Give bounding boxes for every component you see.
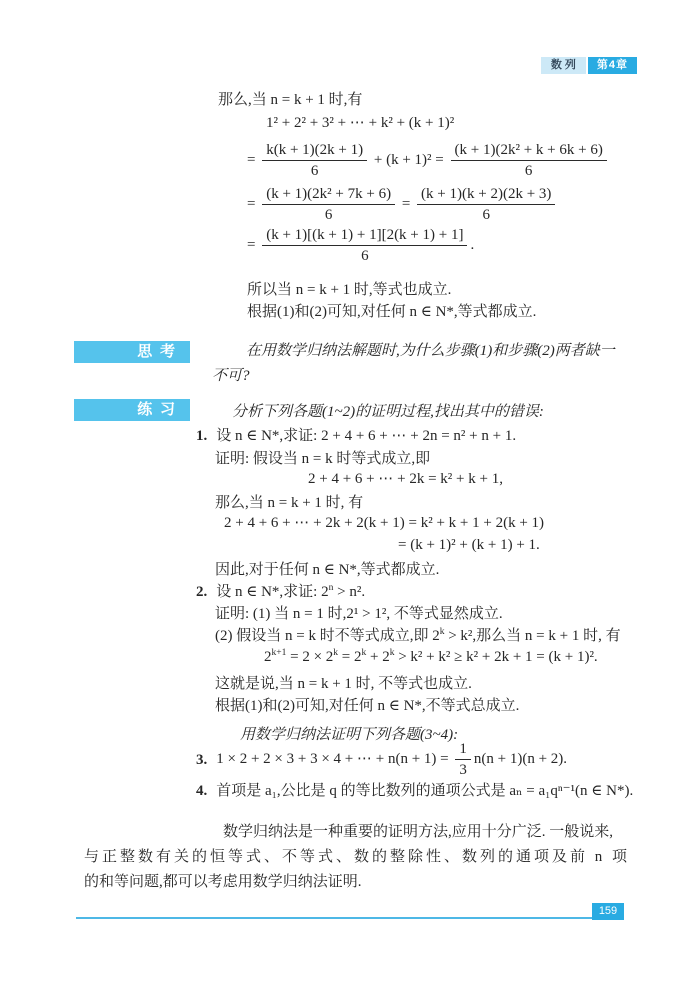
formula-line-3: = $\frac{\text{(k + 1)(2k² + 7k + 6)}}{6}$ = $\frac{(k + 1)(k + 2)(2k + 3)}{6}$ <box>247 185 558 224</box>
exercise-1-equation-2a: 2 + 4 + 6 + ⋯ + 2k + 2(k + 1) = k² + k + 1 + 2(k + 1) <box>224 515 545 531</box>
exercise-1-conclusion: 因此,对于任何 n ∈ N*,等式都成立. <box>215 562 440 578</box>
closing-paragraph-line-3: 的和等问题,都可以考虑用数学归纳法证明. <box>84 874 362 890</box>
exercise-1-then-line: 那么,当 n = k + 1 时, 有 <box>215 495 364 511</box>
exercise-1-statement: 1. 设 n ∈ N*,求证: 2 + 4 + 6 + ⋯ + 2n = n² + n + 1. <box>196 428 517 444</box>
exercise-1-proof-intro: 证明: 假设当 n = k 时等式成立,即 <box>215 451 431 467</box>
think-text-line-1: 在用数学归纳法解题时,为什么步骤(1)和步骤(2)两者缺一 <box>246 343 615 359</box>
practice-intro: 分析下列各题(1~2)的证明过程,找出其中的错误: <box>232 404 544 420</box>
formula-line-2: = $\frac{k(k + 1)(2k + 1)}{6}$ + (k + 1)² = $\frac{\text{(k + 1)(2k² + k + 6k + 6)}}{6}$ <box>247 141 610 180</box>
chapter-header <box>0 57 637 74</box>
exercise-1-equation-2b: = (k + 1)² + (k + 1) + 1. <box>398 537 540 553</box>
formula-line-4: = $\frac{(k + 1)[(k + 1) + 1][2(k + 1) + 1]}{6}$ . <box>247 227 475 264</box>
closing-paragraph-line-2: 与正整数有关的恒等式、不等式、数的整除性、数列的通项及前 n 项 <box>84 849 631 865</box>
exercise-3-number: 3. <box>196 751 208 768</box>
exercise-1-equation-1: 2 + 4 + 6 + ⋯ + 2k = k² + k + 1, <box>308 471 503 487</box>
main-conclusion-2: 根据(1)和(2)可知,对任何 n ∈ N*,等式都成立. <box>247 304 537 320</box>
exercise-4-number: 4. <box>196 783 208 799</box>
chapter-tag: 第4章 <box>588 57 637 74</box>
exercise-2-conclusion-1: 这就是说,当 n = k + 1 时, 不等式也成立. <box>215 676 472 692</box>
exercise-2-proof-step-2: (2) 假设当 n = k 时不等式成立,即 $2^k > k^2$,那么当 n = k + 1 时, 有 <box>215 627 621 644</box>
exercise-2-equation: $2^{k+1} = 2 \times 2^k = 2^k + 2^k > k^2 + k^2 \ge k^2 + 2k + 1 = (k + 1)^2$. <box>264 648 598 665</box>
exercise-3-statement: 3. 1 × 2 + 2 × 3 + 3 × 4 + ⋯ + n(n + 1) = $\frac{1}{3}$ n(n + 1)(n + 2). <box>196 741 568 778</box>
page-number-badge: 159 <box>592 903 624 920</box>
main-intro-line: 那么,当 n = k + 1 时,有 <box>218 92 363 108</box>
formula-line-1: 1² + 2² + 3² + ⋯ + k² + (k + 1)² <box>266 115 455 131</box>
practice-intro-2: 用数学归纳法证明下列各题(3~4): <box>240 727 459 743</box>
closing-paragraph-line-1: 数学归纳法是一种重要的证明方法,应用十分广泛. 一般说来, <box>223 824 614 840</box>
exercise-2-proof-step-1: 证明: (1) 当 n = 1 时,2¹ > 1², 不等式显然成立. <box>215 606 503 622</box>
practice-badge: 练 习 <box>74 399 190 421</box>
exercise-2-conclusion-2: 根据(1)和(2)可知,对任何 n ∈ N*,不等式总成立. <box>215 698 520 714</box>
think-text-line-2: 不可? <box>212 368 250 384</box>
main-conclusion-1: 所以当 n = k + 1 时,等式也成立. <box>247 282 452 298</box>
exercise-1-number: 1. <box>196 428 208 444</box>
exercise-2-statement: 2. 设 n ∈ N*,求证: $2^n > n^2$. <box>196 583 366 600</box>
think-badge: 思 考 <box>74 341 190 363</box>
exercise-2-number: 2. <box>196 584 208 600</box>
section-tag: 数 列 <box>541 57 586 74</box>
footer-rule <box>76 917 592 919</box>
exercise-4-statement: 4. 首项是 a₁,公比是 q 的等比数列的通项公式是 aₙ = a₁qⁿ⁻¹(n ∈ N*). <box>196 783 634 799</box>
